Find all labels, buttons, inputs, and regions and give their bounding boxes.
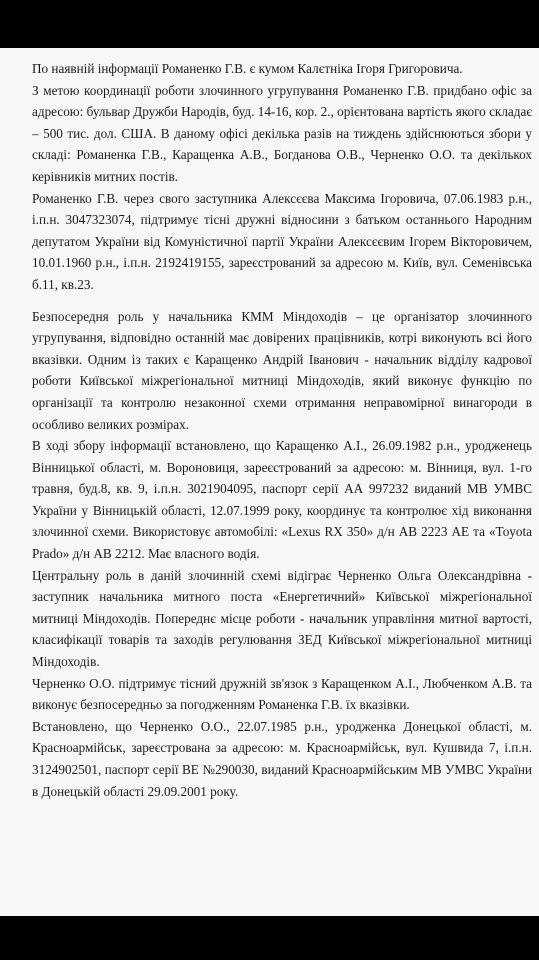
paragraph-7: Черненко О.О. підтримує тісний дружній зв'язок з Каращенком А.І., Любченком А.В. та виконує безпосередньо за погодженням Романенка Г.В. їх вказівки. bbox=[32, 675, 532, 713]
scanned-page bbox=[0, 48, 539, 916]
paragraph-8: Встановлено, що Черненко О.О., 22.07.1985 р.н., уродженка Донецької області, м. Красноармійськ, зареєстрована за адресою: м. Красноармійськ, вул. Кушвида 7, і.п.н. 3124902501, паспорт серії ВЕ №290030, виданий Красноармійським МВ УМВС України в Донецькій області 29.09.2001 року. bbox=[32, 718, 532, 799]
paragraph-3: Романенко Г.В. через свого заступника Алексєєва Максима Ігоровича, 07.06.1983 р.н., і.п.н. 3047323074, підтримує тісні дружні відносини з батьком останнього Народним депутатом України від Комуністичної партії України Алексєєвим Ігорем Вікторовичем, 10.01.1960 р.н., і.п.н. 2192419155, зареєстрований за адресою м. Київ, вул. Семенівська б.11, кв.23. bbox=[32, 190, 532, 292]
paragraph-1: По наявній інформації Романенко Г.В. є кумом Калєтніка Ігоря Григоровича. bbox=[32, 61, 463, 76]
paragraph-6: Центральну роль в даній злочинній схемі відіграє Черненко Ольга Олександрівна - заступник начальника митного поста «Енергетичний» Київської міжрегіональної митниці Міндоходів. Попереднє місце роботи - начальник управління митної вартості, класифікації товарів та заходів регулювання ЗЕД Київської міжрегіональної митниці Міндоходів. bbox=[32, 567, 532, 670]
document-body bbox=[32, 58, 532, 802]
paragraph-5: В ході збору інформації встановлено, що Каращенко А.І., 26.09.1982 р.н., уродженець Вінницької області, м. Вороновиця, зареєстрований за адресою: м. Вінниця, вул. 1-го травня, буд.8, кв. 9, і.п.н. 3021904095, паспорт серії АА 997232 виданий МВ УМВС України у Вінницькій області, 12.07.1999 року, координує та контролює хід виконання злочинної схеми. Використовує автомобілі: «Lexus RX 350» д/н АВ 2223 АЕ та «Toyota Prado» д/н АВ 2212. Має власного водія. bbox=[32, 438, 532, 562]
paragraph-4: Безпосередня роль у начальника КММ Міндоходів – це організатор злочинного угрупування, відповідно останній має довірених працівників, котрі виконують всі його вказівки. Одним із таких є Каращенко Андрій Іванович - начальник відділу кадрової роботи Київської міжрегіональної митниці Міндоходів, який виконує функцію по організації та контролю незаконної схеми отримання неправомірної винагороди в особливо великих розмірах. bbox=[32, 308, 532, 432]
paragraph-2: З метою координації роботи злочинного угрупування Романенко Г.В. придбано офіс за адресою: бульвар Дружби Народів, буд. 14-16, кор. 2., орієнтована вартість якого складає – 500 тис. дол. США. В даному офісі декілька разів на тиждень здійснюються збори у складі: Романенка Г.В., Каращенка А.В., Богданова О.В., Черненко О.О. та декількох керівників митних постів. bbox=[32, 82, 532, 184]
